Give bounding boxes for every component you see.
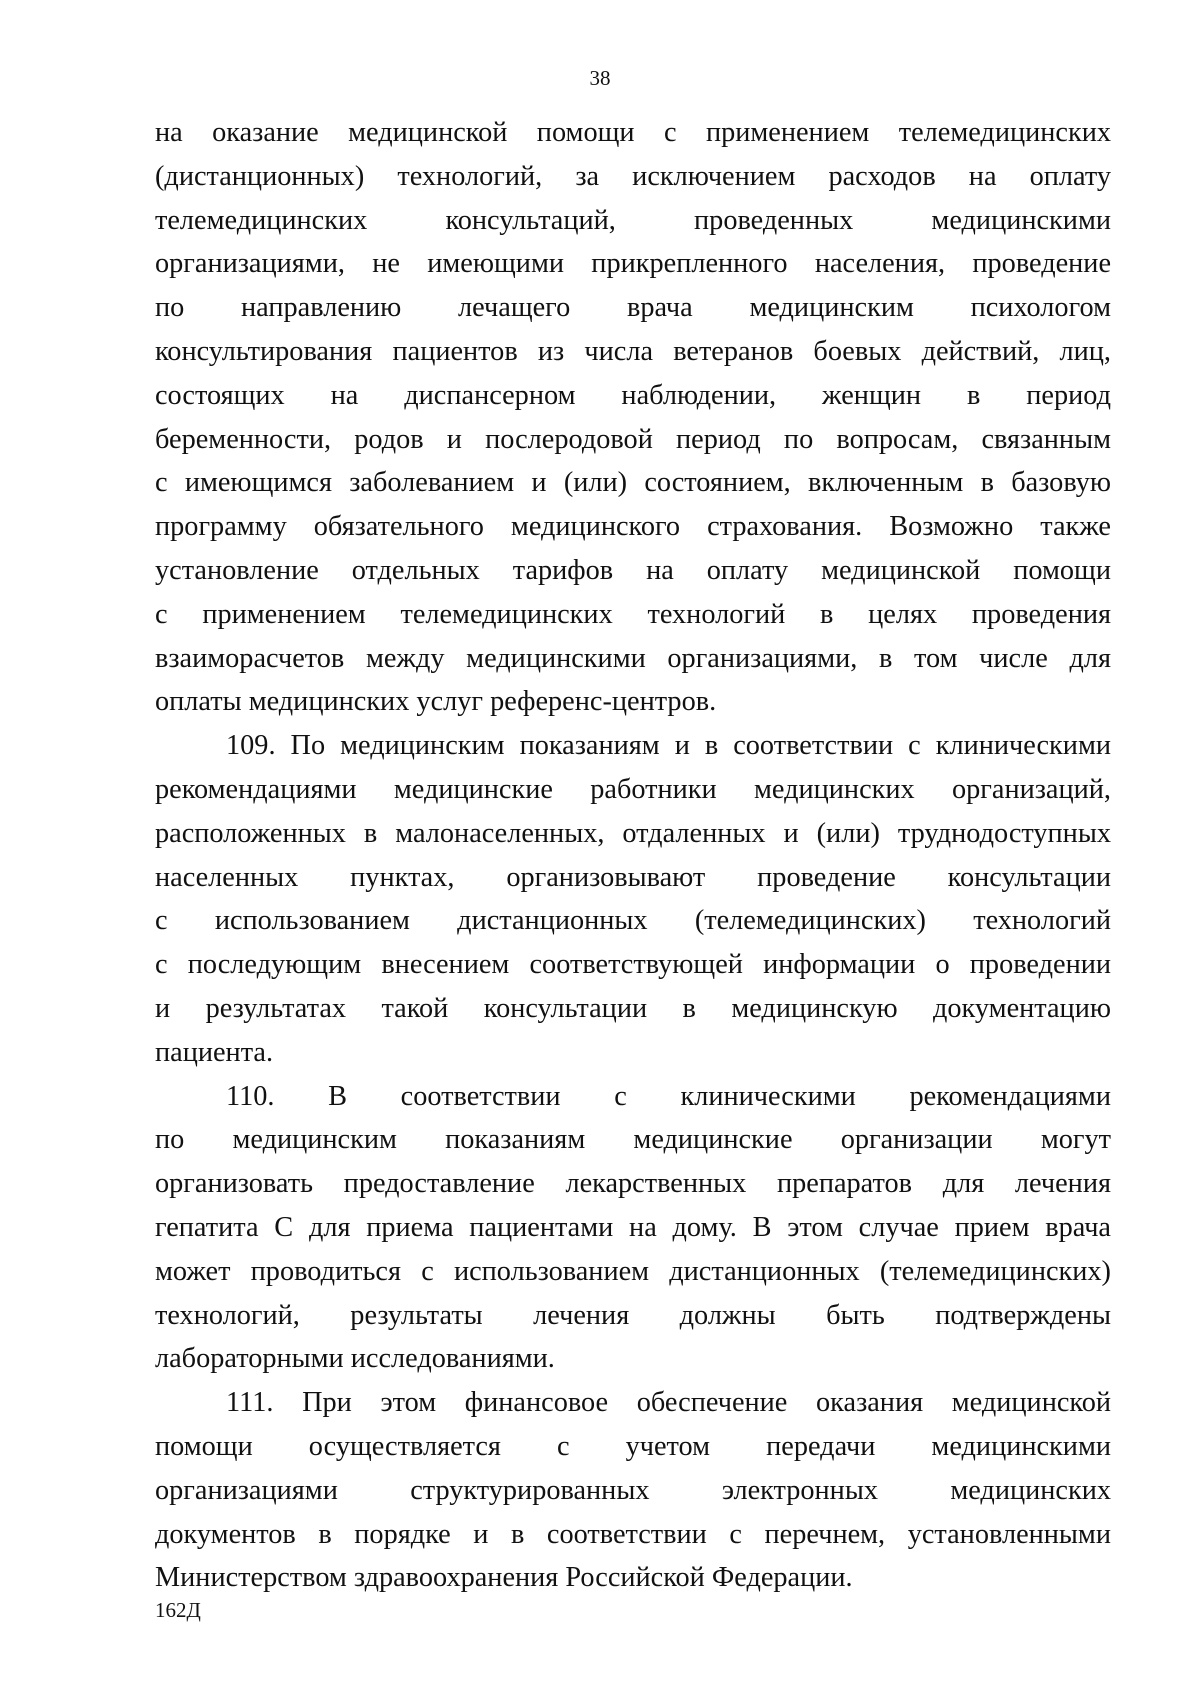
document-footer-code: 162Д	[155, 1598, 201, 1622]
text-line: населенных пунктах, организовывают проведение консультации	[155, 861, 1111, 893]
text-line: и результатах такой консультации в медицинскую документацию	[155, 992, 1111, 1024]
text-line: состоящих на диспансерном наблюдении, женщин в период	[155, 379, 1111, 411]
text-line: организовать предоставление лекарственных препаратов для лечения	[155, 1168, 1111, 1200]
text-line: помощи осуществляется с учетом передачи медицинскими	[155, 1430, 1111, 1462]
paragraph-end-line: пациента.	[155, 1036, 274, 1068]
document-body	[155, 111, 1111, 1600]
text-line: с имеющимся заболеванием и (или) состоянием, включенным в базовую	[155, 467, 1111, 499]
text-line: с применением телемедицинских технологий в целях проведения	[155, 598, 1111, 630]
paragraph-109-start: 109. По медицинским показаниям и в соответствии с клиническими	[226, 730, 1111, 762]
paragraph-110-start: 110. В соответствии с клиническими рекомендациями	[226, 1080, 1111, 1112]
text-line: телемедицинских консультаций, проведенных медицинскими	[155, 204, 1111, 236]
text-line: по направлению лечащего врача медицинским психологом	[155, 292, 1111, 324]
paragraph-end-line: лабораторными исследованиями.	[155, 1343, 555, 1375]
text-line: с использованием дистанционных (телемедицинских) технологий	[155, 905, 1111, 937]
text-line: расположенных в малонаселенных, отдаленных и (или) труднодоступных	[155, 817, 1111, 849]
text-line: гепатита С для приема пациентами на дому. В этом случае прием врача	[155, 1211, 1111, 1243]
paragraph-end-line: Министерством здравоохранения Российской Федерации.	[155, 1562, 853, 1594]
text-line: может проводиться с использованием дистанционных (телемедицинских)	[155, 1255, 1111, 1287]
text-line: беременности, родов и послеродовой период по вопросам, связанным	[155, 423, 1111, 455]
page-number: 38	[589, 66, 611, 90]
text-line: с последующим внесением соответствующей информации о проведении	[155, 949, 1111, 981]
text-line: по медицинским показаниям медицинские организации могут	[155, 1124, 1111, 1156]
text-line: организациями, не имеющими прикрепленного населения, проведение	[155, 248, 1111, 280]
text-line: рекомендациями медицинские работники медицинских организаций,	[155, 773, 1111, 805]
paragraph-111-start: 111. При этом финансовое обеспечение оказания медицинской	[226, 1387, 1111, 1419]
text-line: (дистанционных) технологий, за исключением расходов на оплату	[155, 160, 1111, 192]
text-line: консультирования пациентов из числа ветеранов боевых действий, лиц,	[155, 335, 1111, 367]
text-line: документов в порядке и в соответствии с перечнем, установленными	[155, 1518, 1111, 1550]
text-line: программу обязательного медицинского страхования. Возможно также	[155, 511, 1111, 543]
text-line: организациями структурированных электронных медицинских	[155, 1474, 1111, 1506]
paragraph-end-line: оплаты медицинских услуг референс-центров.	[155, 686, 717, 718]
text-line: технологий, результаты лечения должны быть подтверждены	[155, 1299, 1111, 1331]
text-line: на оказание медицинской помощи с применением телемедицинских	[155, 117, 1111, 148]
text-line: установление отдельных тарифов на оплату медицинской помощи	[155, 554, 1111, 586]
text-line: взаиморасчетов между медицинскими организациями, в том числе для	[155, 642, 1111, 674]
